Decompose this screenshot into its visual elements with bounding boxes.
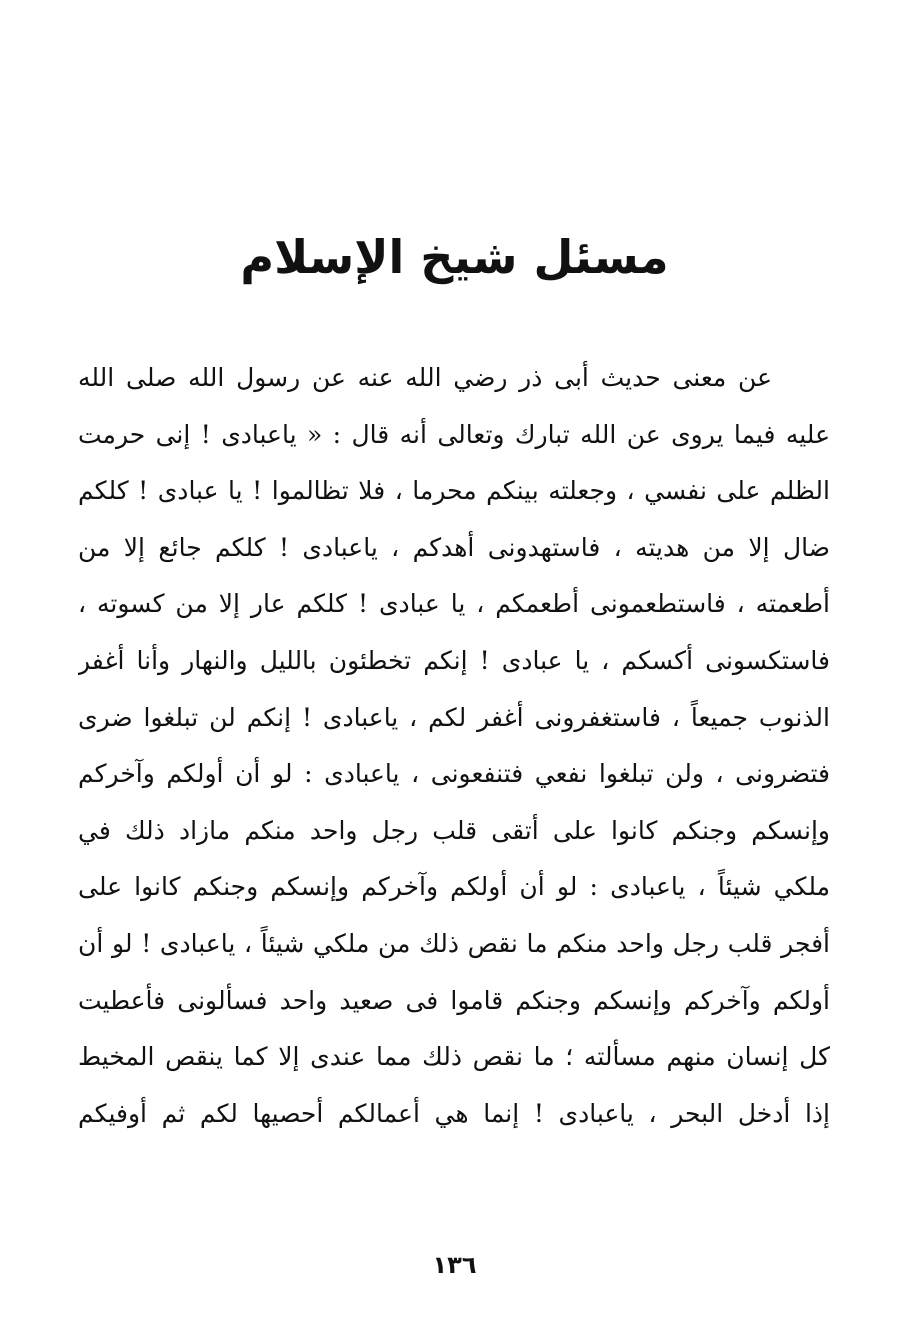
text-line: الظلم على نفسي ، وجعلته بينكم محرما ، فلا تظالموا ! يا عبادى ! كلكم [78,476,830,506]
text-line: أولكم وآخركم وإنسكم وجنكم قاموا فى صعيد واحد فسألونى فأعطيت [78,985,830,1015]
text-line: وإنسكم وجنكم كانوا على أتقى قلب رجل واحد منكم مازاد ذلك في [78,815,830,845]
text-line: أطعمته ، فاستطعمونى أطعمكم ، يا عبادى ! كلكم عار إلا من كسوته ، [78,589,830,619]
text-line: كل إنسان منهم مسألته ؛ ما نقص ذلك مما عندى إلا كما ينقص المخيط [78,1042,830,1072]
text-line: الذنوب جميعاً ، فاستغفرونى أغفر لكم ، ياعبادى ! إنكم لن تبلغوا ضرى [78,702,830,732]
page-number: ١٣٦ [432,1251,477,1279]
text-line: ملكي شيئاً ، ياعبادى : لو أن أولكم وآخركم وإنسكم وجنكم كانوا على [78,872,830,902]
text-line: إذا أدخل البحر ، ياعبادى ! إنما هي أعمالكم أحصيها لكم ثم أوفيكم [78,1098,830,1128]
text-line: أفجر قلب رجل واحد منكم ما نقص ذلك من ملكي شيئاً ، ياعبادى ! لو أن [78,928,830,958]
text-line: فتضرونى ، ولن تبلغوا نفعي فتنفعونى ، ياعبادى : لو أن أولكم وآخركم [78,759,830,789]
text-line: عن معنى حديث أبى ذر رضي الله عنه عن رسول الله صلى الله [78,363,772,392]
text-line: عليه فيما يروى عن الله تبارك وتعالى أنه قال : « ياعبادى ! إنى حرمت [78,419,830,449]
text-line: ضال إلا من هديته ، فاستهدونى أهدكم ، ياعبادى ! كلكم جائع إلا من [78,532,830,562]
text-line: فاستكسونى أكسكم ، يا عبادى ! إنكم تخطئون بالليل والنهار وأنا أغفر [78,645,830,675]
body-paragraph [78,350,830,1142]
page-title: مسئل شيخ الإسلام [240,230,669,284]
